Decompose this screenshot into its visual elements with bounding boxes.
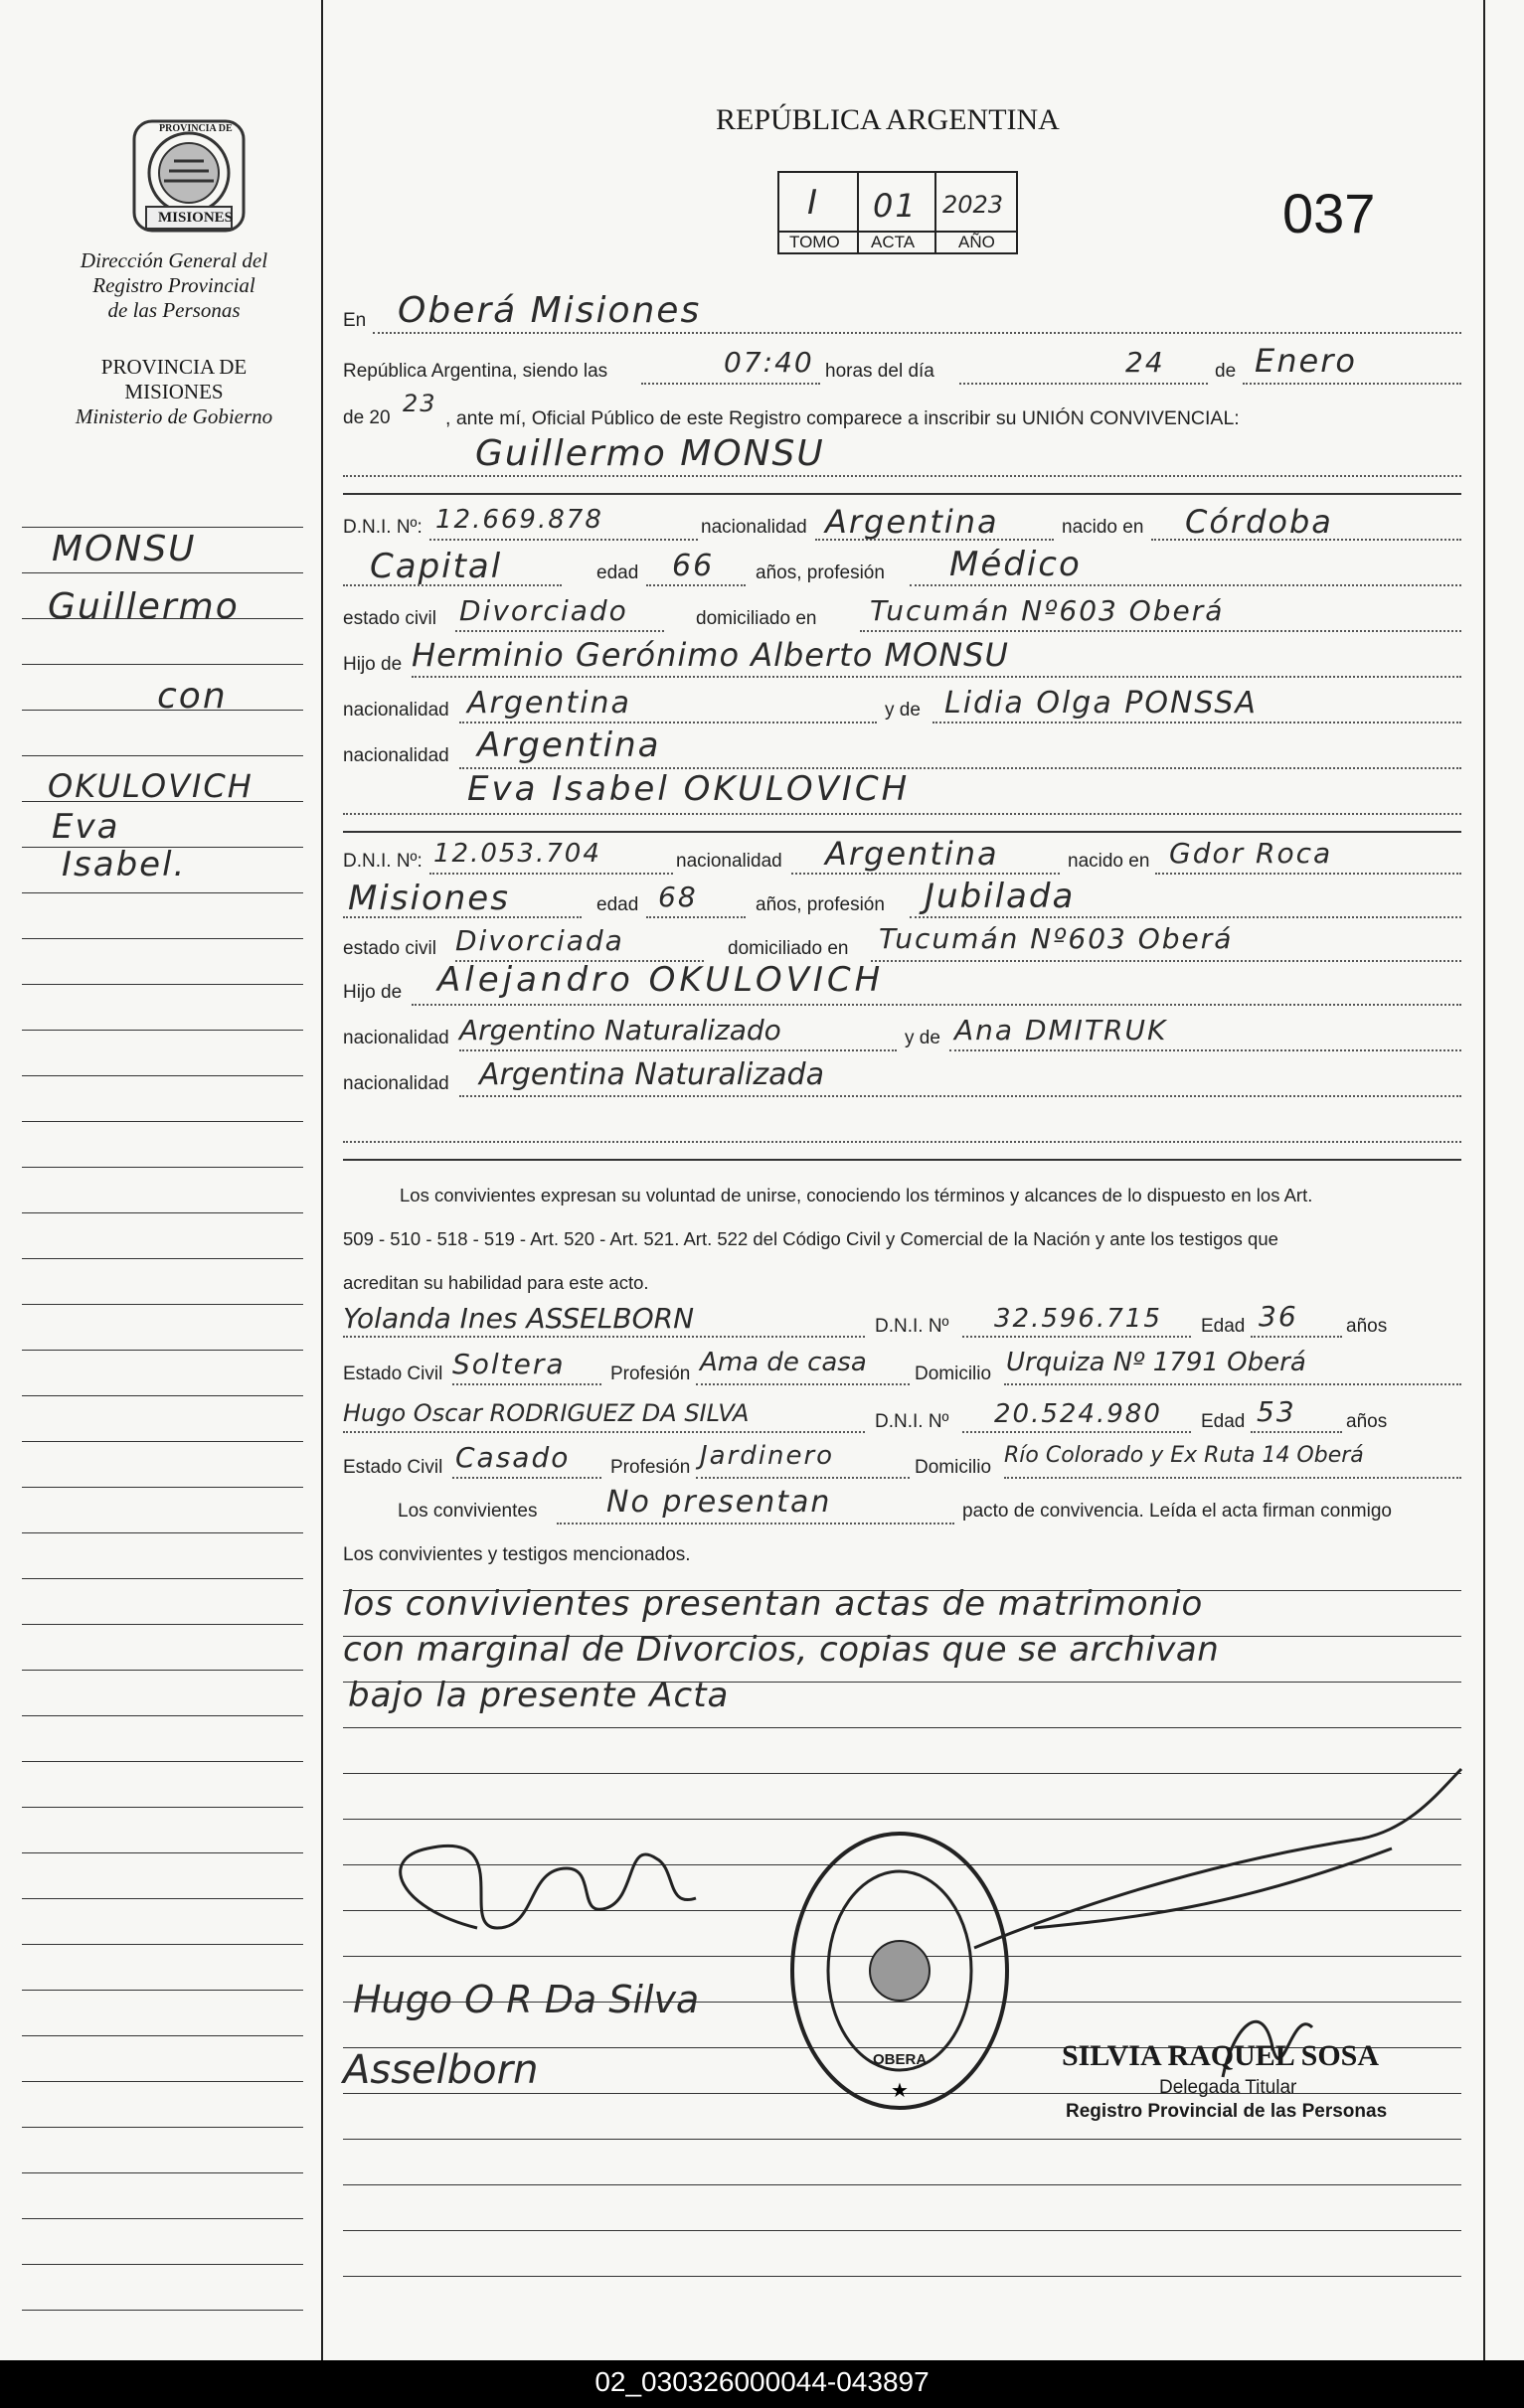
year-suffix: 23 (403, 390, 437, 417)
note-line-1: los convivientes presentan actas de matrimonio (343, 1584, 1204, 1624)
time: 07:40 (724, 346, 814, 379)
de20-label: de 20 (343, 407, 391, 428)
w1-dni: 32.596.715 (994, 1304, 1162, 1334)
place: Oberá Misiones (398, 290, 702, 331)
section-rule-3 (343, 1159, 1461, 1161)
p2-dom-label: domiciliado en (728, 938, 849, 959)
margin-note-1: MONSU (52, 529, 197, 569)
official-name: SILVIA RAQUEL SOSA (1062, 2039, 1380, 2072)
person2-name: Eva Isabel OKULOVICH (467, 769, 911, 809)
pact-rest: pacto de convivencia. Leída el acta firman conmigo (962, 1501, 1392, 1522)
witness-signature-1: Hugo O R Da Silva (353, 1978, 700, 2021)
w2-prof-label: Profesión (610, 1457, 691, 1478)
p1-father: Herminio Gerónimo Alberto MONSU (412, 636, 1009, 674)
w2-edad-label: Edad (1201, 1411, 1246, 1432)
p1-birthplace2: Capital (370, 547, 503, 586)
p2-anios-label: años, profesión (756, 894, 885, 915)
ministry: Ministerio de Gobierno (75, 404, 273, 428)
p2-birthplace2: Misiones (348, 879, 510, 918)
w1-dni-label: D.N.I. Nº (875, 1316, 949, 1337)
w1-address: Urquiza Nº 1791 Oberá (1006, 1348, 1306, 1377)
office-line2: Registro Provincial (92, 273, 255, 297)
w1-profession: Ama de casa (700, 1348, 867, 1377)
p1-civil: Divorciado (459, 594, 628, 627)
margin-note-2: Guillermo (48, 586, 240, 627)
legal-line2: 509 - 510 - 518 - 519 - Art. 520 - Art. 521. Art. 522 del Código Civil y Comercial de la Nación y ante los testigos que (343, 1228, 1278, 1249)
p2-mother-nat: Argentina Naturalizada (479, 1057, 824, 1092)
tomo-label: TOMO (789, 233, 840, 251)
p1-estado-label: estado civil (343, 608, 436, 629)
legal-line3: acreditan su habilidad para este acto. (343, 1272, 649, 1293)
w1-prof-label: Profesión (610, 1364, 691, 1384)
w2-age: 53 (1257, 1395, 1296, 1428)
p1-yde-label: y de (885, 700, 921, 721)
pact-value: No presentan (606, 1485, 832, 1520)
month: Enero (1255, 342, 1357, 380)
p1-mother-nat: Argentina (477, 725, 661, 765)
seal-top-text: PROVINCIA DE (159, 123, 233, 134)
tomo-acta-box (777, 171, 1018, 254)
p2-mother: Ana DMITRUK (954, 1014, 1168, 1046)
margin-note-4: OKULOVICH (48, 767, 254, 805)
p2-address: Tucumán Nº603 Oberá (879, 922, 1234, 955)
p2-birthplace: Gdor Roca (1169, 837, 1333, 870)
en-label: En (343, 310, 367, 331)
p1-address: Tucumán Nº603 Oberá (870, 594, 1225, 627)
day: 24 (1125, 346, 1165, 379)
p1-dni-label: D.N.I. Nº: (343, 517, 423, 538)
p1-anios-label: años, profesión (756, 562, 885, 583)
rep-label: República Argentina, siendo las (343, 361, 608, 382)
p2-nacido-label: nacido en (1068, 851, 1150, 872)
acta-number: 037 (1282, 182, 1376, 244)
w2-estado-label: Estado Civil (343, 1457, 443, 1478)
p1-mother: Lidia Olga PONSSA (944, 686, 1258, 721)
person1-name: Guillermo MONSU (475, 433, 825, 474)
p2-dni: 12.053.704 (433, 839, 601, 869)
margin-note-5: Eva (52, 807, 120, 847)
p2-civil: Divorciada (455, 924, 624, 957)
p1-age: 66 (672, 549, 715, 583)
seal-text: MISIONES (158, 210, 234, 226)
p2-estado-label: estado civil (343, 938, 436, 959)
margin-note-3: con (157, 676, 228, 717)
p1-nac3-label: nacionalidad (343, 745, 449, 766)
pact-conv-label: Los convivientes (398, 1501, 538, 1522)
w1-age: 36 (1259, 1300, 1298, 1333)
p2-nationality: Argentina (825, 835, 999, 873)
de-label: de (1215, 361, 1237, 382)
acta-value: 01 (873, 187, 918, 225)
legal-line1: Los convivientes expresan su voluntad de unirse, conociendo los términos y alcances de lo dispuesto en los Art. (400, 1185, 1313, 1205)
office-line3: de las Personas (107, 298, 241, 322)
w2-civil: Casado (455, 1441, 571, 1474)
p1-father-nat: Argentina (467, 686, 631, 721)
office-line1: Dirección General del (80, 248, 268, 272)
w2-name: Hugo Oscar RODRIGUEZ DA SILVA (343, 1399, 750, 1427)
w1-name: Yolanda Ines ASSELBORN (343, 1302, 695, 1335)
p1-hijo-label: Hijo de (343, 654, 403, 675)
province-line2: MISIONES (124, 380, 224, 403)
anio-value: 2023 (942, 191, 1004, 219)
country-title: REPÚBLICA ARGENTINA (716, 103, 1060, 136)
p2-nac2-label: nacionalidad (343, 1028, 449, 1048)
w2-dni-label: D.N.I. Nº (875, 1411, 949, 1432)
p1-nationality: Argentina (825, 503, 999, 541)
w2-profession: Jardinero (700, 1441, 835, 1471)
w1-estado-label: Estado Civil (343, 1364, 443, 1384)
w2-anios-label: años (1346, 1411, 1388, 1432)
p2-father-nat: Argentino Naturalizado (459, 1014, 781, 1046)
p2-father: Alejandro OKULOVICH (437, 960, 885, 1000)
p2-age: 68 (658, 881, 698, 913)
bottom-rule-2 (343, 2276, 1461, 2277)
svg-text:★: ★ (891, 2080, 909, 2102)
footer-id: 02_030326000044-043897 (594, 2366, 930, 2397)
witness-signature-2: Asselborn (343, 2047, 539, 2093)
p2-profession: Jubilada (925, 877, 1076, 916)
official-title2: Registro Provincial de las Personas (1066, 2101, 1388, 2122)
province-seal (124, 111, 254, 241)
note-line-3: bajo la presente Acta (348, 1676, 730, 1715)
sidebar-divider (321, 0, 323, 2360)
w2-address: Río Colorado y Ex Ruta 14 Oberá (1004, 1443, 1364, 1468)
p2-yde-label: y de (905, 1028, 940, 1048)
official-stamp (785, 1827, 1014, 2115)
office-name (40, 248, 308, 323)
tomo-value: I (807, 183, 820, 223)
province-line1: PROVINCIA DE (100, 355, 248, 379)
p1-profession: Médico (949, 545, 1082, 584)
province-name (40, 355, 308, 429)
p1-nacido-label: nacido en (1062, 517, 1144, 538)
section-rule-1 (343, 493, 1461, 495)
w1-civil: Soltera (452, 1348, 566, 1380)
p2-edad-label: edad (596, 894, 639, 915)
acta-label: ACTA (871, 233, 916, 251)
w2-dom-label: Domicilio (915, 1457, 992, 1478)
p2-nac3-label: nacionalidad (343, 1073, 449, 1094)
w2-dni: 20.524.980 (994, 1399, 1162, 1429)
stamp-city: OBERA (873, 2051, 928, 2068)
p1-nac-label: nacionalidad (701, 517, 807, 538)
horas-label: horas del día (825, 361, 934, 382)
official-title1: Delegada Titular (1159, 2077, 1297, 2098)
convivient-signature-1 (401, 1846, 696, 1928)
ante-label: , ante mí, Oficial Público de este Registro comparece a inscribir su UNIÓN CONVIVENCIAL: (445, 407, 1240, 429)
note-line-2: con marginal de Divorcios, copias que se archivan (343, 1630, 1220, 1670)
w1-edad-label: Edad (1201, 1316, 1246, 1337)
w1-anios-label: años (1346, 1316, 1388, 1337)
p1-birthplace: Córdoba (1185, 503, 1333, 541)
p2-hijo-label: Hijo de (343, 982, 403, 1003)
anio-label: AÑO (958, 233, 995, 251)
p2-dni-label: D.N.I. Nº: (343, 851, 423, 872)
p2-nac-label: nacionalidad (676, 851, 782, 872)
p1-edad-label: edad (596, 562, 639, 583)
bottom-rule (343, 2230, 1461, 2231)
margin-note-6: Isabel. (62, 845, 187, 884)
w1-dom-label: Domicilio (915, 1364, 992, 1384)
right-border (1483, 0, 1485, 2360)
pact-line2: Los convivientes y testigos mencionados. (343, 1544, 691, 1565)
p1-dni: 12.669.878 (435, 505, 603, 535)
p1-nac2-label: nacionalidad (343, 700, 449, 721)
p1-dom-label: domiciliado en (696, 608, 817, 629)
convivient-signature-2 (974, 1769, 1461, 1948)
section-rule-2 (343, 831, 1461, 833)
